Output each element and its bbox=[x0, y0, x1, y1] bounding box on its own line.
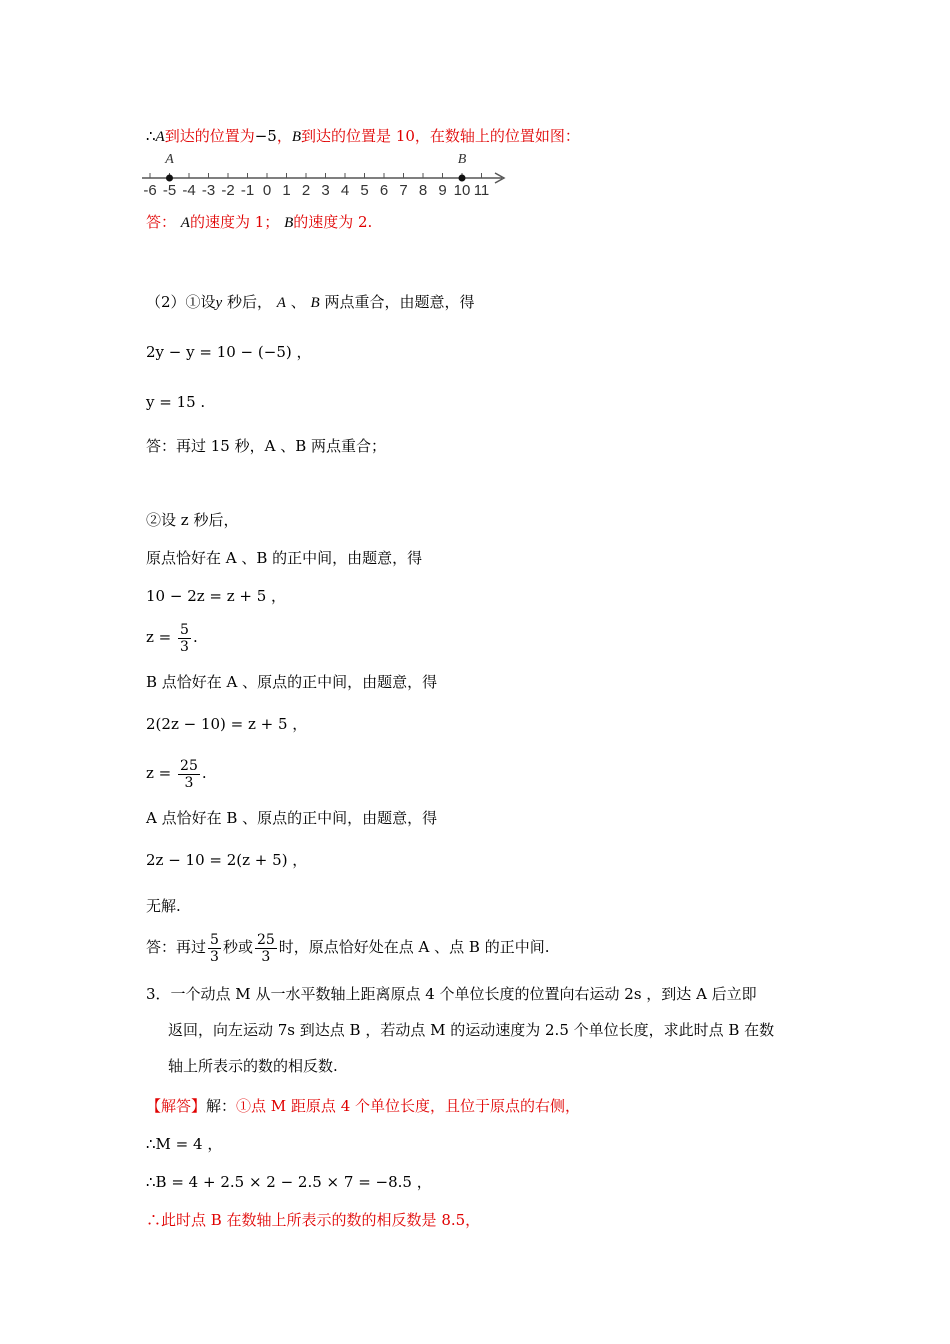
axis-tick-label: -6 bbox=[143, 182, 157, 199]
axis-tick-label: 9 bbox=[438, 182, 447, 199]
axis-tick-label: 5 bbox=[360, 182, 369, 199]
ans3-m-eq: ∴M = 4 ， bbox=[146, 1135, 223, 1153]
axis-point-label-b: B bbox=[457, 152, 467, 167]
q3-line-3: 轴上所表示的数的相反数. bbox=[168, 1057, 338, 1075]
z1-end: . bbox=[192, 628, 198, 646]
number-line-svg bbox=[140, 148, 520, 200]
ans3-label: 【解答】 bbox=[146, 1097, 207, 1115]
number-line bbox=[140, 148, 520, 204]
conclusion-text-2: 到达的位置是 10，在数轴上的位置如图： bbox=[301, 127, 580, 145]
final-answer-2 bbox=[146, 928, 549, 966]
q1-intro: （2）①设 bbox=[146, 293, 216, 311]
q1-sep: 、 bbox=[290, 293, 306, 311]
z2-den: 3 bbox=[184, 774, 194, 791]
final-end: 时，原点恰好处在点 A 、点 B 的正中间. bbox=[278, 938, 550, 956]
case-2: B 点恰好在 A 、原点的正中间，由题意，得 bbox=[146, 673, 438, 691]
final-pre: 答：再过 bbox=[146, 938, 207, 956]
q1-a: A bbox=[276, 295, 286, 311]
z2-num: 25 bbox=[180, 757, 198, 774]
axis-tick-label: 7 bbox=[399, 182, 408, 199]
case-1: 原点恰好在 A 、B 的正中间，由题意，得 bbox=[146, 549, 423, 567]
axis-tick-label: 0 bbox=[262, 182, 272, 199]
final-f2-den: 3 bbox=[261, 948, 271, 965]
axis-tick-label: -5 bbox=[162, 182, 177, 199]
axis-point-label-a: A bbox=[165, 152, 174, 167]
axis-tick-label: -3 bbox=[201, 182, 216, 199]
z1-lhs: z = bbox=[146, 628, 172, 646]
equation-3: 10 − 2z = z + 5 ， bbox=[146, 587, 287, 605]
axis-tick-label: 3 bbox=[321, 182, 330, 199]
point-b-label: B bbox=[291, 129, 302, 145]
final-fraction-1 bbox=[208, 932, 221, 965]
axis-tick-label: 11 bbox=[473, 182, 490, 199]
axis-tick-label: 1 bbox=[282, 182, 291, 199]
z2-solution bbox=[146, 754, 207, 792]
z2-fraction bbox=[178, 758, 200, 791]
answer-a: A bbox=[180, 215, 190, 231]
z1-num: 5 bbox=[180, 621, 189, 638]
q1-intro-line bbox=[146, 292, 475, 313]
z2-lhs: z = bbox=[146, 764, 172, 782]
q1-var: y bbox=[215, 295, 223, 311]
final-fraction-2 bbox=[255, 932, 277, 965]
ans3-b-eq: ∴B = 4 + 2.5 × 2 − 2.5 × 7 = −8.5 ， bbox=[146, 1173, 432, 1191]
conclusion-comma: ， bbox=[276, 127, 292, 145]
ans3-final: ∴此时点 B 在数轴上所表示的数的相反数是 8.5， bbox=[146, 1211, 481, 1229]
axis-tick-label: -2 bbox=[221, 182, 235, 199]
q1-rest: 秒后， bbox=[227, 293, 273, 311]
axis-point-a bbox=[166, 175, 173, 182]
sol1-answer bbox=[146, 212, 372, 233]
equation-1: 2y − y = 10 − (−5) ， bbox=[146, 343, 312, 361]
z1-fraction bbox=[178, 622, 191, 655]
sol1-conclusion bbox=[146, 126, 580, 147]
axis-point-b bbox=[459, 175, 466, 182]
answer-b-speed: 的速度为 2. bbox=[293, 213, 373, 231]
ans3-intro bbox=[146, 1096, 580, 1116]
answer-a-speed: 的速度为 1； bbox=[189, 213, 280, 231]
axis-tick-label: 8 bbox=[418, 182, 428, 199]
axis-tick-label: 4 bbox=[340, 182, 350, 199]
q1-b: B bbox=[310, 295, 320, 311]
ans3-solve: 解： bbox=[206, 1097, 237, 1115]
q3-line-1: 3．一个动点 M 从一水平数轴上距离原点 4 个单位长度的位置向右运动 2s ，到达 A 后立即 bbox=[146, 985, 757, 1003]
axis-tick-label: 2 bbox=[301, 182, 311, 199]
no-solution: 无解. bbox=[146, 897, 181, 915]
z1-den: 3 bbox=[180, 638, 189, 655]
axis-tick-label: 10 bbox=[453, 182, 471, 199]
equation-4: 2(2z − 10) = z + 5 ， bbox=[146, 715, 308, 733]
q3-line-2: 返回，向左运动 7s 到达点 B ，若动点 M 的运动速度为 2.5 个单位长度，求此时点 B 在数 bbox=[168, 1021, 775, 1039]
q1-end: 两点重合，由题意，得 bbox=[324, 293, 475, 311]
final-f1-num: 5 bbox=[210, 931, 219, 948]
z2-end: . bbox=[201, 764, 207, 782]
case-3: A 点恰好在 B 、原点的正中间，由题意，得 bbox=[146, 809, 438, 827]
final-f1-den: 3 bbox=[210, 948, 219, 965]
conclusion-text-1: 到达的位置为 bbox=[164, 127, 255, 145]
answer-1: 答：再过 15 秒，A 、B 两点重合； bbox=[146, 437, 387, 455]
equation-2: y = 15 . bbox=[146, 393, 206, 411]
axis-tick-label: -4 bbox=[182, 182, 196, 199]
answer-b: B bbox=[284, 215, 294, 231]
q2-intro: ②设 z 秒后， bbox=[146, 511, 239, 529]
therefore-symbol: ∴ bbox=[146, 127, 156, 145]
final-f2-num: 25 bbox=[256, 931, 275, 948]
axis-tick-label: -1 bbox=[240, 182, 255, 199]
z1-solution bbox=[146, 618, 198, 656]
ans3-text1: ①点 M 距原点 4 个单位长度，且位于原点的右侧， bbox=[236, 1097, 581, 1115]
a-position: −5 bbox=[254, 127, 277, 145]
point-a-label: A bbox=[155, 129, 165, 145]
answer-prefix: 答： bbox=[146, 213, 177, 231]
axis-tick-label: 6 bbox=[379, 182, 389, 199]
final-mid: 秒或 bbox=[222, 938, 253, 956]
equation-5: 2z − 10 = 2(z + 5) ， bbox=[146, 851, 308, 869]
